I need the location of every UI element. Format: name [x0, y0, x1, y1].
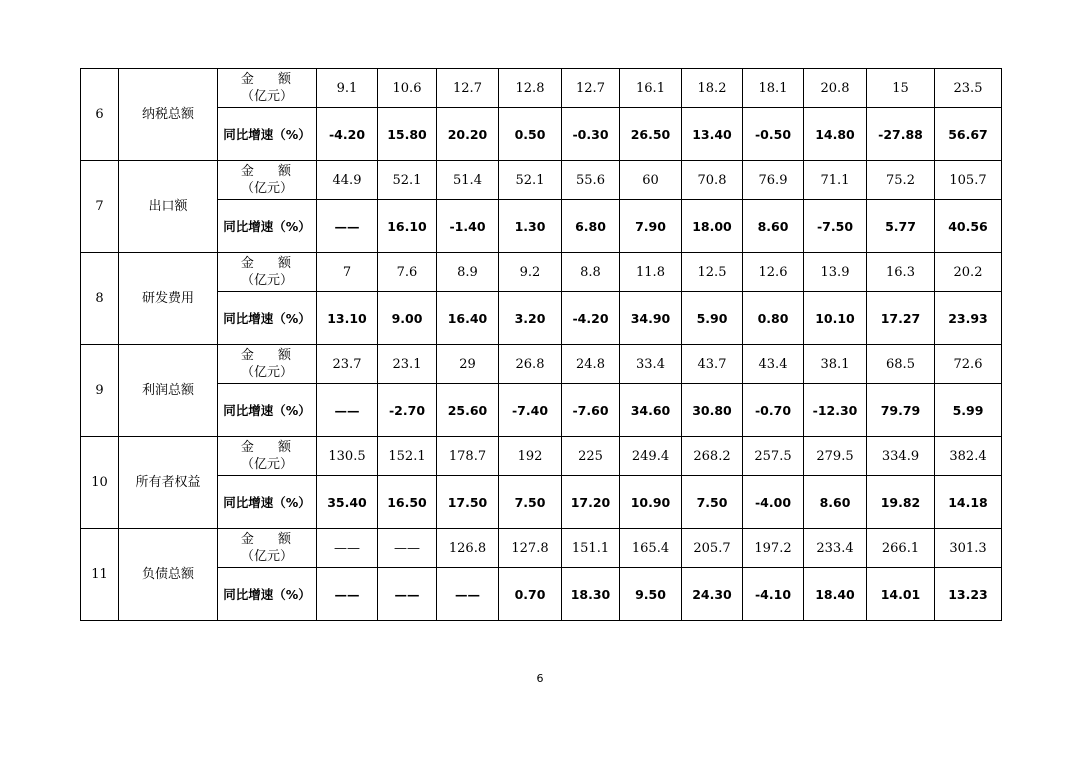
indicator-name: 所有者权益 [119, 437, 218, 529]
growth-cell: -0.30 [562, 108, 620, 161]
growth-cell: 35.40 [317, 476, 378, 529]
growth-cell: 14.01 [867, 568, 935, 621]
growth-cell: 79.79 [867, 384, 935, 437]
amount-cell: 29 [437, 345, 499, 384]
amount-cell: 233.4 [804, 529, 867, 568]
amount-cell: 16.3 [867, 253, 935, 292]
table-row [81, 161, 1002, 200]
amount-cell: 16.1 [620, 69, 682, 108]
growth-cell: 15.80 [378, 108, 437, 161]
growth-cell: —— [317, 200, 378, 253]
growth-cell: 1.30 [499, 200, 562, 253]
growth-cell: 13.23 [935, 568, 1002, 621]
growth-cell: 20.20 [437, 108, 499, 161]
growth-cell: 17.20 [562, 476, 620, 529]
growth-cell: 3.20 [499, 292, 562, 345]
table-row [81, 69, 1002, 108]
growth-label: 同比增速（%） [218, 108, 317, 161]
table-row [81, 108, 1002, 161]
row-index: 10 [81, 437, 119, 529]
amount-cell: 15 [867, 69, 935, 108]
growth-cell: 10.10 [804, 292, 867, 345]
amount-label-line2: （亿元） [240, 549, 293, 564]
amount-cell: 71.1 [804, 161, 867, 200]
growth-cell: 23.93 [935, 292, 1002, 345]
growth-label: 同比增速（%） [218, 476, 317, 529]
amount-label-line1: 金 额 [240, 348, 302, 363]
amount-cell: 18.2 [682, 69, 743, 108]
indicator-name: 出口额 [119, 161, 218, 253]
amount-cell: 24.8 [562, 345, 620, 384]
amount-cell: 12.8 [499, 69, 562, 108]
growth-cell: -27.88 [867, 108, 935, 161]
amount-label-line2: （亿元） [240, 365, 293, 380]
amount-cell: 192 [499, 437, 562, 476]
growth-cell: 8.60 [743, 200, 804, 253]
amount-cell: 51.4 [437, 161, 499, 200]
amount-cell: 60 [620, 161, 682, 200]
amount-cell: 52.1 [499, 161, 562, 200]
growth-cell: -4.20 [317, 108, 378, 161]
page-number: 6 [536, 672, 544, 685]
growth-cell: -7.40 [499, 384, 562, 437]
growth-cell: —— [317, 384, 378, 437]
amount-label-line1: 金 额 [240, 72, 302, 87]
growth-label: 同比增速（%） [218, 200, 317, 253]
statistics-table [80, 68, 1002, 621]
amount-cell: 23.1 [378, 345, 437, 384]
amount-cell: 301.3 [935, 529, 1002, 568]
amount-cell: 10.6 [378, 69, 437, 108]
growth-cell: -0.50 [743, 108, 804, 161]
amount-cell: 266.1 [867, 529, 935, 568]
row-index: 11 [81, 529, 119, 621]
growth-cell: 7.90 [620, 200, 682, 253]
amount-cell: 105.7 [935, 161, 1002, 200]
amount-label [218, 253, 317, 292]
amount-cell: 11.8 [620, 253, 682, 292]
amount-cell: 382.4 [935, 437, 1002, 476]
amount-cell: 126.8 [437, 529, 499, 568]
table-row [81, 345, 1002, 384]
amount-cell: 26.8 [499, 345, 562, 384]
growth-cell: 17.27 [867, 292, 935, 345]
amount-cell: 44.9 [317, 161, 378, 200]
growth-cell: 6.80 [562, 200, 620, 253]
table-row [81, 568, 1002, 621]
growth-cell: 8.60 [804, 476, 867, 529]
amount-cell: 268.2 [682, 437, 743, 476]
table-row [81, 437, 1002, 476]
amount-cell: 152.1 [378, 437, 437, 476]
amount-label [218, 345, 317, 384]
amount-cell: 23.5 [935, 69, 1002, 108]
amount-cell: 68.5 [867, 345, 935, 384]
growth-label: 同比增速（%） [218, 292, 317, 345]
growth-cell: -4.10 [743, 568, 804, 621]
growth-cell: 34.60 [620, 384, 682, 437]
amount-cell: 279.5 [804, 437, 867, 476]
indicator-name: 负债总额 [119, 529, 218, 621]
growth-cell: 5.90 [682, 292, 743, 345]
amount-cell: 334.9 [867, 437, 935, 476]
amount-cell: 43.4 [743, 345, 804, 384]
growth-cell: 10.90 [620, 476, 682, 529]
growth-cell: 9.50 [620, 568, 682, 621]
amount-cell: —— [378, 529, 437, 568]
growth-cell: 7.50 [499, 476, 562, 529]
growth-cell: 18.00 [682, 200, 743, 253]
amount-cell: 52.1 [378, 161, 437, 200]
growth-cell: 24.30 [682, 568, 743, 621]
growth-cell: 16.40 [437, 292, 499, 345]
amount-cell: 43.7 [682, 345, 743, 384]
growth-cell: 19.82 [867, 476, 935, 529]
growth-cell: 16.10 [378, 200, 437, 253]
growth-cell: 0.80 [743, 292, 804, 345]
growth-cell: 0.70 [499, 568, 562, 621]
growth-cell: -7.60 [562, 384, 620, 437]
amount-cell: 33.4 [620, 345, 682, 384]
growth-cell: -2.70 [378, 384, 437, 437]
growth-cell: 9.00 [378, 292, 437, 345]
row-index: 8 [81, 253, 119, 345]
amount-label-line2: （亿元） [240, 457, 293, 472]
table-row [81, 384, 1002, 437]
amount-label-line2: （亿元） [240, 89, 293, 104]
amount-cell: 75.2 [867, 161, 935, 200]
amount-cell: 178.7 [437, 437, 499, 476]
table-row [81, 529, 1002, 568]
amount-cell: 205.7 [682, 529, 743, 568]
amount-cell: 13.9 [804, 253, 867, 292]
amount-cell: 12.6 [743, 253, 804, 292]
growth-cell: 25.60 [437, 384, 499, 437]
amount-cell: 8.8 [562, 253, 620, 292]
amount-label [218, 69, 317, 108]
amount-cell: 257.5 [743, 437, 804, 476]
amount-label-line2: （亿元） [240, 273, 293, 288]
table-row [81, 200, 1002, 253]
growth-cell: 18.40 [804, 568, 867, 621]
amount-label-line1: 金 额 [240, 164, 302, 179]
amount-cell: 165.4 [620, 529, 682, 568]
growth-cell: 40.56 [935, 200, 1002, 253]
amount-cell: 72.6 [935, 345, 1002, 384]
growth-cell: -12.30 [804, 384, 867, 437]
amount-cell: 249.4 [620, 437, 682, 476]
amount-cell: 23.7 [317, 345, 378, 384]
amount-label [218, 529, 317, 568]
amount-cell: 38.1 [804, 345, 867, 384]
amount-cell: 12.7 [437, 69, 499, 108]
amount-cell: 197.2 [743, 529, 804, 568]
growth-label: 同比增速（%） [218, 384, 317, 437]
growth-cell: 13.10 [317, 292, 378, 345]
table-row [81, 292, 1002, 345]
amount-cell: 9.1 [317, 69, 378, 108]
amount-cell: 20.2 [935, 253, 1002, 292]
growth-cell: 26.50 [620, 108, 682, 161]
row-index: 9 [81, 345, 119, 437]
amount-cell: 9.2 [499, 253, 562, 292]
growth-cell: 34.90 [620, 292, 682, 345]
amount-label-line1: 金 额 [240, 532, 302, 547]
growth-cell: —— [378, 568, 437, 621]
amount-cell: 70.8 [682, 161, 743, 200]
growth-cell: 0.50 [499, 108, 562, 161]
amount-label [218, 437, 317, 476]
amount-cell: 225 [562, 437, 620, 476]
growth-cell: —— [437, 568, 499, 621]
row-index: 6 [81, 69, 119, 161]
amount-cell: 130.5 [317, 437, 378, 476]
growth-cell: 16.50 [378, 476, 437, 529]
amount-cell: 12.7 [562, 69, 620, 108]
table-row [81, 253, 1002, 292]
growth-cell: 5.99 [935, 384, 1002, 437]
growth-cell: -4.00 [743, 476, 804, 529]
growth-cell: -1.40 [437, 200, 499, 253]
table-row [81, 476, 1002, 529]
growth-cell: 17.50 [437, 476, 499, 529]
growth-cell: -0.70 [743, 384, 804, 437]
amount-cell: 151.1 [562, 529, 620, 568]
amount-label [218, 161, 317, 200]
growth-cell: 14.80 [804, 108, 867, 161]
growth-cell: -4.20 [562, 292, 620, 345]
growth-cell: 13.40 [682, 108, 743, 161]
growth-cell: 5.77 [867, 200, 935, 253]
growth-cell: —— [317, 568, 378, 621]
amount-cell: 55.6 [562, 161, 620, 200]
growth-cell: 56.67 [935, 108, 1002, 161]
amount-label-line2: （亿元） [240, 181, 293, 196]
row-index: 7 [81, 161, 119, 253]
amount-cell: —— [317, 529, 378, 568]
table-body [81, 69, 1002, 621]
amount-cell: 12.5 [682, 253, 743, 292]
growth-label: 同比增速（%） [218, 568, 317, 621]
growth-cell: 30.80 [682, 384, 743, 437]
amount-cell: 7.6 [378, 253, 437, 292]
amount-cell: 127.8 [499, 529, 562, 568]
indicator-name: 研发费用 [119, 253, 218, 345]
indicator-name: 利润总额 [119, 345, 218, 437]
amount-cell: 20.8 [804, 69, 867, 108]
amount-label-line1: 金 额 [240, 440, 302, 455]
amount-label-line1: 金 额 [240, 256, 302, 271]
amount-cell: 18.1 [743, 69, 804, 108]
amount-cell: 7 [317, 253, 378, 292]
indicator-name: 纳税总额 [119, 69, 218, 161]
growth-cell: 18.30 [562, 568, 620, 621]
growth-cell: 14.18 [935, 476, 1002, 529]
growth-cell: -7.50 [804, 200, 867, 253]
amount-cell: 76.9 [743, 161, 804, 200]
growth-cell: 7.50 [682, 476, 743, 529]
amount-cell: 8.9 [437, 253, 499, 292]
